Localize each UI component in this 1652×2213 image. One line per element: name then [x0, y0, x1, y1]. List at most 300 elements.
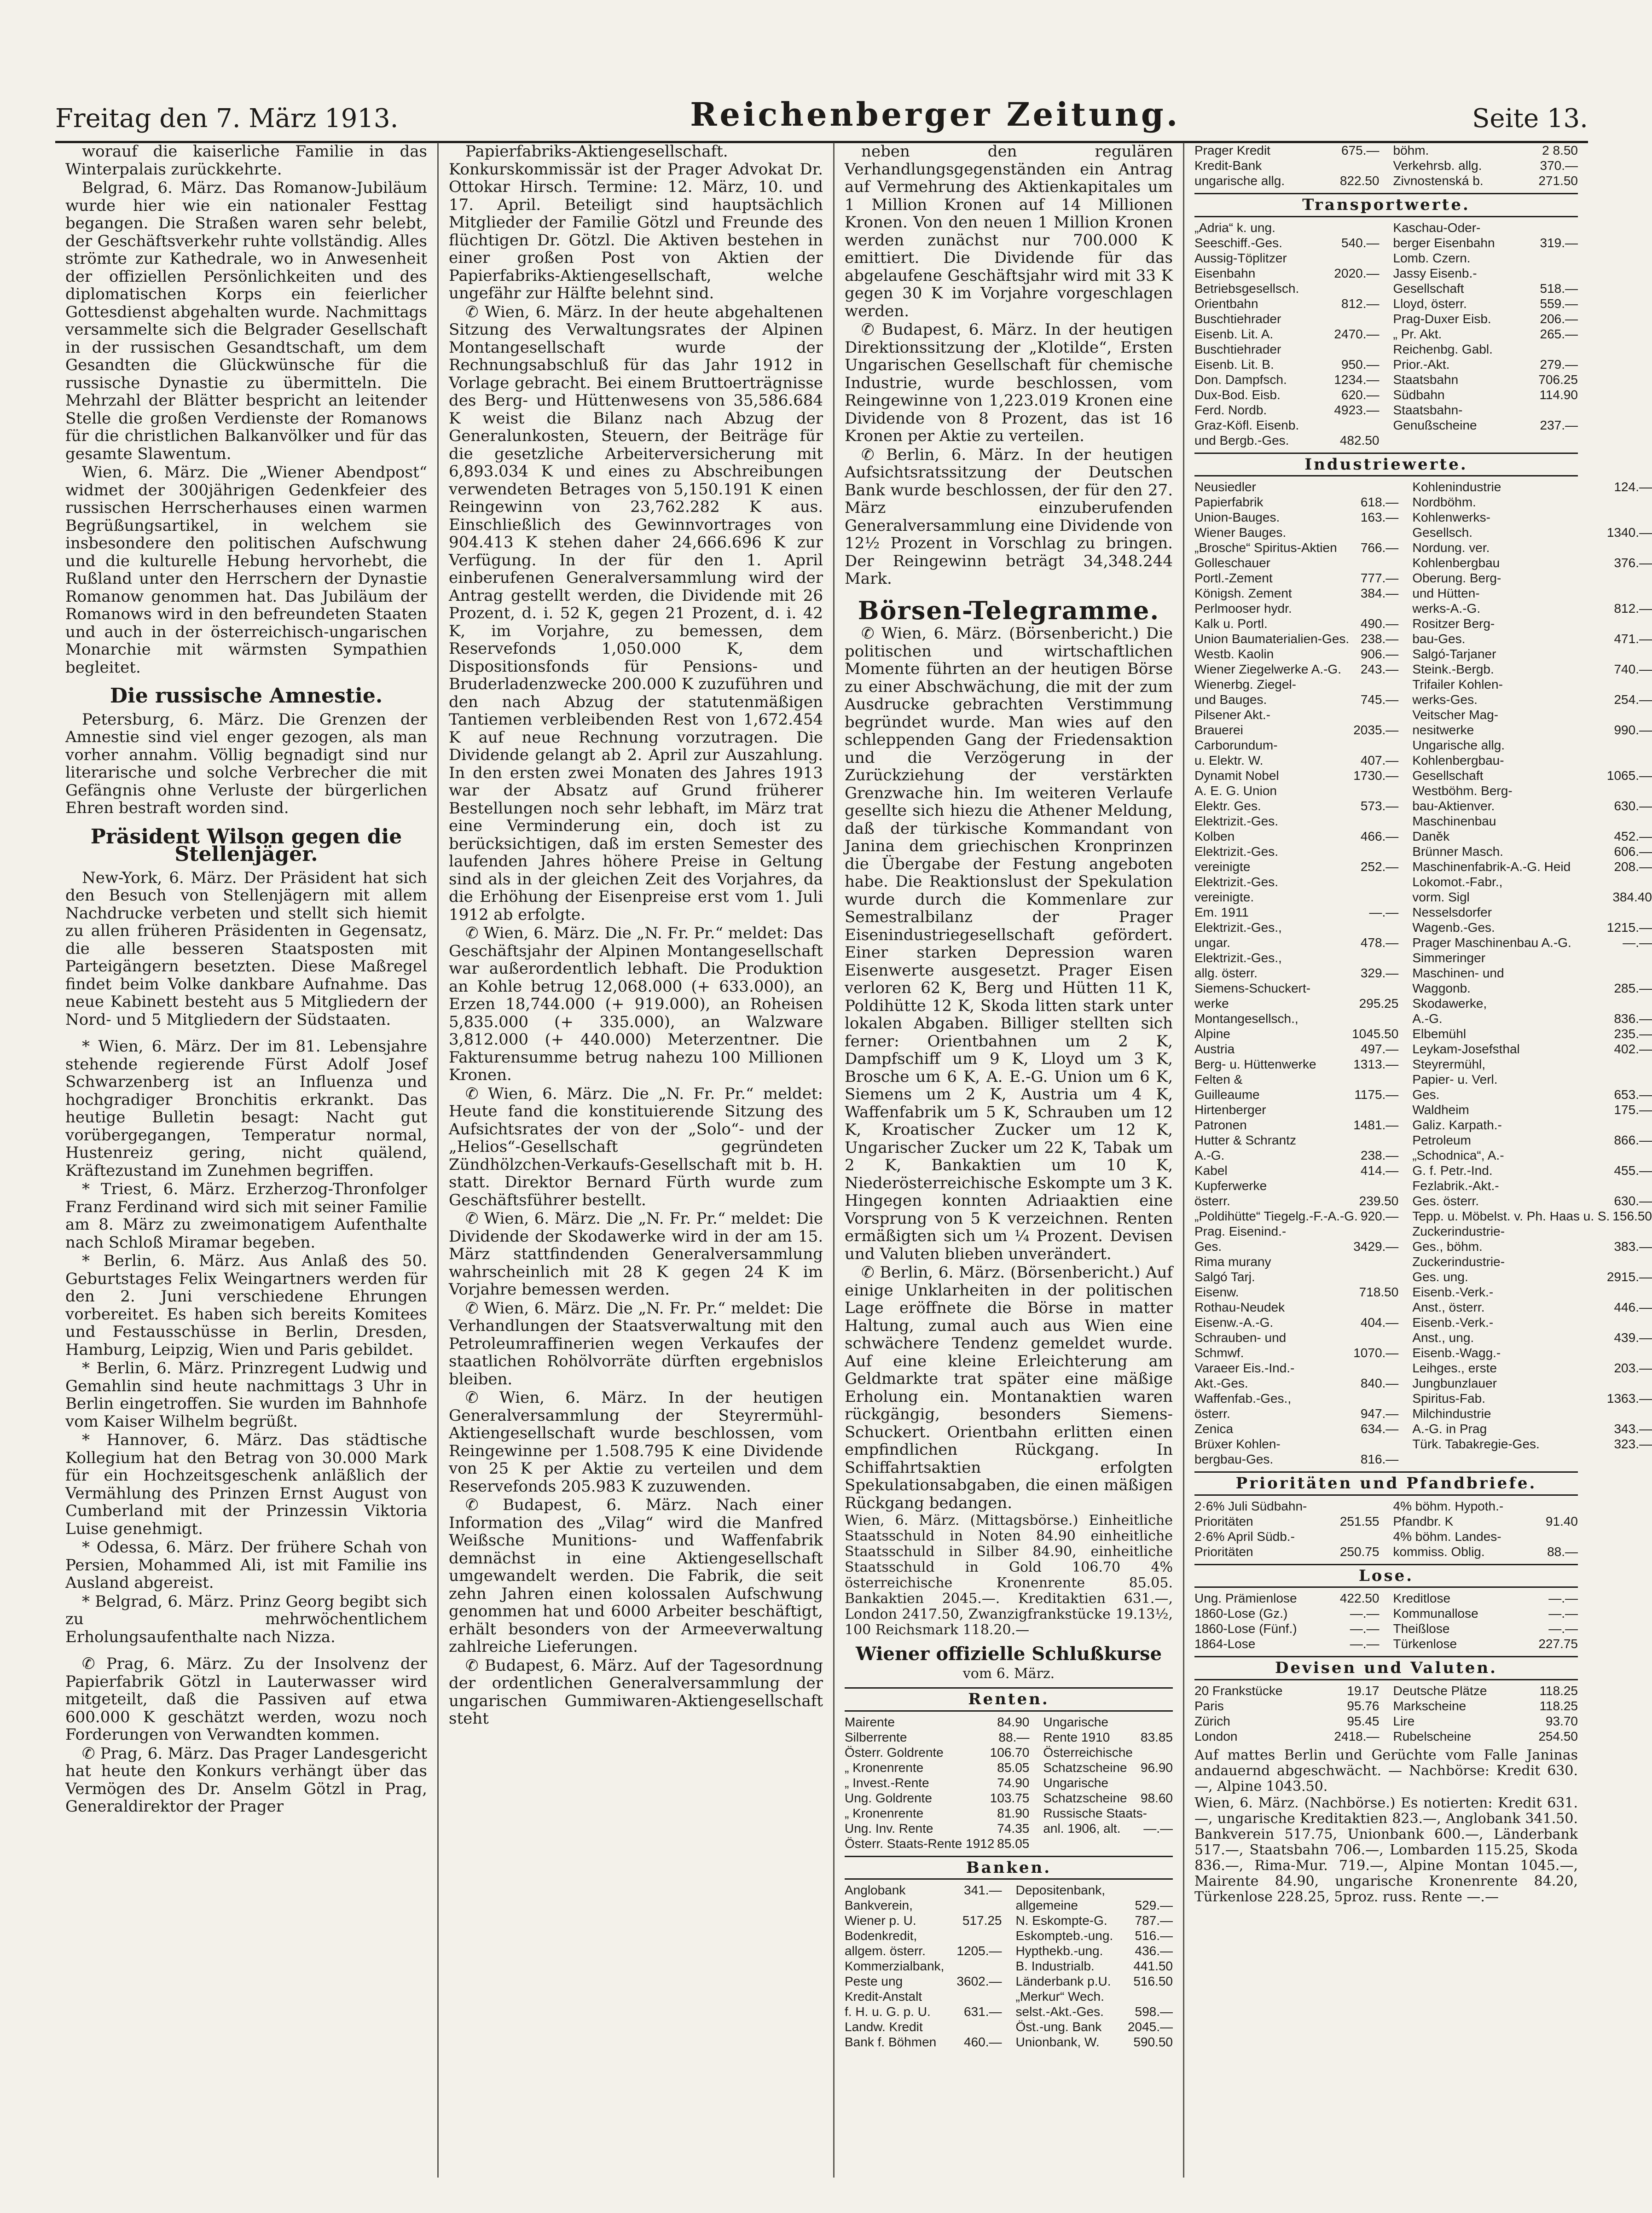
security-name: 1860-Lose (Fünf.) [1194, 1621, 1297, 1636]
security-price: 118.25 [1539, 1683, 1578, 1698]
security-price: 822.50 [1339, 174, 1380, 188]
security-price: 441.50 [1133, 1959, 1173, 1973]
security-price [1649, 965, 1652, 981]
security-price: 254.50 [1538, 1729, 1578, 1743]
table-banks-cont [1194, 143, 1578, 188]
table-row [1016, 1943, 1173, 1958]
table-row [1412, 510, 1652, 525]
security-name: Genußscheine [1393, 418, 1477, 432]
table-row [1194, 143, 1380, 158]
table-row [1194, 1163, 1398, 1178]
table-row [1412, 829, 1652, 844]
table-row [1194, 1178, 1398, 1193]
security-price: 618.— [1360, 495, 1399, 509]
security-name: Maschinen- und [1412, 966, 1504, 980]
table-row [1393, 1591, 1578, 1606]
table-row [1016, 1898, 1173, 1913]
security-name: Steyrermühl, [1412, 1057, 1486, 1071]
table-row [1194, 281, 1380, 296]
security-name: Portl.-Zement [1194, 571, 1273, 585]
article-paragraph: ✆ Wien, 6. März. Die „N. Fr. Pr.“ meldet: Heute fand die konstituierende Sitzung des Aufsichtsrates der von der „Solo“- und der „Helios“-Gesellschaft gegründeten Zündhölzchen-Verkaufs-Gesellschaft mit b. H. statt. Direktor Bernard Fürth wurde zum Geschäftsführer bestellt. [449, 1084, 823, 1209]
table-row [1393, 158, 1578, 173]
table-row [845, 1958, 1002, 1974]
security-price: 19.17 [1347, 1683, 1380, 1698]
security-price: 920.— [1360, 1209, 1399, 1223]
article-paragraph: Papierfabriks-Aktiengesellschaft. Konkurskommissär ist der Prager Advokat Dr. Ottokar Hirsch. Termine: 12. März, 10. und 17. April. Beteiligt sind hauptsächlich Mitglieder der Familie Götzl und Freunde des flüchtigen Dr. Götzl. Die Aktiven bestehen in einer großen Post von Aktien der Papierfabriks-Aktiengesellschaft, welche ungefähr zur Hälfte belehnt sind. [449, 142, 823, 302]
table-row [1194, 1514, 1380, 1529]
table-row [1194, 646, 1398, 662]
table-row [845, 1730, 1029, 1745]
table-row [1194, 1452, 1398, 1467]
security-name: Waffenfab.-Ges., [1194, 1391, 1292, 1406]
security-name: Anst., ung. [1412, 1330, 1474, 1345]
table-row [1194, 1102, 1398, 1117]
security-name: Anst., österr. [1412, 1300, 1485, 1314]
security-name: Perlmooser hydr. [1194, 601, 1292, 616]
security-price [1575, 433, 1578, 448]
security-name: allg. österr. [1194, 966, 1258, 980]
table-row [1194, 1133, 1398, 1148]
security-price: 634.— [1360, 1422, 1399, 1436]
table-row [1194, 1224, 1398, 1239]
security-name: u. Elektr. W. [1194, 753, 1264, 767]
security-name: bau-Aktienver. [1412, 799, 1495, 813]
security-price: 3429.— [1353, 1239, 1399, 1254]
security-price [1396, 1300, 1398, 1315]
security-name: Spiritus-Fab. [1412, 1391, 1486, 1406]
article-heading: Präsident Wilson gegen die Stellenjäger. [90, 825, 402, 866]
security-price: 279.— [1540, 357, 1578, 372]
security-name: Elektrizit.-Ges., [1194, 951, 1282, 965]
security-price: 1045.50 [1352, 1027, 1399, 1041]
security-price [1396, 783, 1398, 798]
security-price [1170, 1745, 1173, 1760]
security-price [1396, 874, 1398, 889]
security-price [1377, 1529, 1380, 1544]
security-name: Kaschau-Oder- [1393, 220, 1481, 235]
security-name: Türkenlose [1393, 1637, 1457, 1651]
table-row [1194, 1499, 1380, 1514]
security-price: 482.50 [1339, 433, 1380, 447]
table-row [1194, 494, 1398, 510]
security-price: —.— [1350, 1606, 1380, 1621]
security-price: 4923.— [1334, 402, 1380, 417]
table-prioritaeten [1194, 1499, 1578, 1559]
table-row [1393, 1729, 1578, 1744]
security-price [999, 2019, 1002, 2034]
article-paragraph: ✆ Wien, 6. März. Die „N. Fr. Pr.“ meldet: Die Verhandlungen der Staatsverwaltung mit den Petroleumraffinerien wegen Verkaufes der staatlichen Rohölvorräte dürften ergebnislos bleiben. [449, 1299, 823, 1388]
table-row [845, 2004, 1002, 2019]
security-price: 88.— [1547, 1544, 1578, 1559]
security-name: Kohlenbergbau [1412, 556, 1500, 570]
kurse-date: vom 6. März. [962, 1665, 1055, 1682]
security-price [1396, 813, 1398, 829]
security-price: 93.70 [1545, 1713, 1578, 1728]
security-price: 812.— [1341, 296, 1380, 311]
security-name: Kreditlose [1393, 1591, 1451, 1605]
security-price [1396, 1102, 1398, 1117]
table-row [1194, 402, 1380, 418]
table-row [1043, 1730, 1173, 1745]
security-name: Union-Bauges. [1194, 510, 1280, 524]
security-name: Türk. Tabakregie-Ges. [1412, 1437, 1540, 1451]
table-row [845, 1775, 1029, 1790]
article-paragraph: Petersburg, 6. März. Die Grenzen der Amnestie sind viel enger gezogen, als man vorher annahm. Völlig begnadigt sind nur literarische und solche Verbrecher die mit Gefängnis ohne Verluste der bürgerlichen Ehren bestraft worden sind. [65, 710, 427, 817]
table-row [1393, 220, 1578, 235]
table-row [1393, 402, 1578, 418]
security-name: Kohlenwerks- [1412, 510, 1490, 524]
security-price: 402.— [1614, 1042, 1652, 1056]
table-row [1194, 662, 1398, 677]
security-name: Brüxer Kohlen- [1194, 1437, 1281, 1451]
table-row [1194, 935, 1398, 950]
security-price: 1065.— [1606, 768, 1652, 783]
table-row [1043, 1714, 1173, 1730]
security-price: 516.50 [1133, 1974, 1173, 1988]
table-row [845, 1882, 1002, 1898]
table-row [1194, 829, 1398, 844]
table-row [845, 1898, 1002, 1913]
table-row [1412, 646, 1652, 662]
table-row [1194, 387, 1380, 402]
table-row [1194, 158, 1380, 173]
security-name: Eisenw.-A.-G. [1194, 1315, 1274, 1330]
table-row [1393, 387, 1578, 402]
table-row [1194, 326, 1380, 342]
security-name: Eisenw. [1194, 1285, 1239, 1299]
security-name: werke [1194, 996, 1229, 1011]
article-paragraph: neben den regulären Verhandlungsgegenständen ein Antrag auf Vermehrung des Aktienkapitales um 1 Million Kronen auf 14 Millionen Kronen. Von den neuen 1 Million Kronen werden zunächst nur 700.000 K emittiert. Die Dividende für das abgelaufene Geschäftsjahr wird mit 33 K gegen 30 K im Vorjahre vorgeschlagen werden. [845, 142, 1173, 320]
security-name: Daněk [1412, 829, 1450, 843]
security-name: Prioritäten [1194, 1514, 1253, 1528]
security-price [1396, 1254, 1398, 1269]
table-row [1194, 1406, 1398, 1421]
article-paragraph: New-York, 6. März. Der Präsident hat sich den Besuch von Stellenjägern mit allem Nachdrucke verbeten und stellt sich hiemit zu allen früheren Präsidenten in Gegensatz, die alle besseren Staatsposten mit Parteigängern besetzten. Diese Maßregel findet beim Volke dankbare Aufnahme. Das neue Kabinett besteht aus 5 Mitgliedern der Nord- und 5 Mitgliedern der Südstaaten. [65, 868, 427, 1029]
security-name: Neusiedler [1194, 480, 1256, 494]
table-row [1412, 1102, 1652, 1117]
table-row [1412, 798, 1652, 813]
table-row [1194, 1087, 1398, 1102]
table-row [1412, 1163, 1652, 1178]
security-price: 606.— [1614, 844, 1652, 859]
security-name: Eisenb.-Verk.- [1412, 1315, 1494, 1330]
security-price [1396, 1436, 1398, 1452]
issue-date: Freitag den 7. März 1913. [55, 104, 399, 134]
table-row [1412, 1360, 1652, 1376]
column-3 [833, 143, 1183, 2178]
security-name: Bodenkredit, [845, 1928, 917, 1943]
security-price [1575, 402, 1578, 418]
security-name: Buschtiehrader [1194, 311, 1281, 326]
security-price: 620.— [1341, 387, 1380, 402]
security-price: 254.— [1614, 692, 1652, 707]
security-price: 529.— [1135, 1898, 1173, 1912]
security-price: 265.— [1540, 326, 1578, 341]
table-row [1393, 296, 1578, 311]
security-price: 74.35 [997, 1821, 1030, 1835]
table-row [845, 1943, 1002, 1958]
security-price: 1481.— [1353, 1118, 1399, 1132]
security-name: Fezlabrik.-Akt.- [1412, 1179, 1499, 1193]
security-price [1649, 494, 1652, 510]
table-row [1194, 1041, 1398, 1057]
security-price [1377, 281, 1380, 296]
security-price: 1175.— [1354, 1087, 1399, 1102]
security-name: Skodawerke, [1412, 996, 1487, 1011]
security-name: „Merkur“ Wech. [1015, 1989, 1104, 2004]
table-row [1194, 1636, 1380, 1651]
security-name: Eisenb.-Verk.- [1412, 1285, 1494, 1299]
security-name: Union Baumaterialien-Ges. [1194, 632, 1350, 646]
security-name: Hypthekb.-ung. [1015, 1944, 1103, 1958]
security-name: Gesellsch. [1412, 525, 1473, 540]
table-row [1016, 1913, 1173, 1928]
table-row [1194, 1591, 1380, 1606]
security-name: Österr. Staats-Rente 1912 [845, 1836, 995, 1851]
article-heading: Die russische Amnestie. [110, 684, 383, 708]
table-row [1412, 1421, 1652, 1436]
table-row [1016, 2034, 1173, 2050]
table-row [1194, 981, 1398, 996]
security-name: „Adria“ k. ung. [1194, 220, 1275, 235]
security-price: 227.75 [1538, 1637, 1578, 1651]
security-price: 1215.— [1606, 920, 1652, 935]
security-price [1396, 1224, 1398, 1239]
table-row [1194, 844, 1398, 859]
section-heading-boersen: Börsen-Telegramme. [858, 595, 1160, 625]
security-name: vereinigte [1194, 860, 1251, 874]
security-name: Lire [1393, 1713, 1415, 1728]
table-row [1412, 1057, 1652, 1072]
table-row [1412, 1254, 1652, 1269]
security-price: 208.— [1614, 860, 1652, 874]
security-name: Tepp. u. Möbelst. v. Ph. Haas u. S. [1412, 1209, 1610, 1223]
security-name: Dux-Bod. Eisb. [1194, 387, 1281, 402]
table-row [1194, 1345, 1398, 1360]
masthead: Reichenberger Zeitung. [690, 95, 1181, 134]
table-row [1194, 250, 1380, 266]
table-row [1412, 662, 1652, 677]
table-row [1412, 692, 1652, 707]
security-price [1396, 920, 1398, 935]
table-row [1194, 1391, 1398, 1406]
table-row [1412, 1148, 1652, 1163]
security-price [1649, 1315, 1652, 1330]
security-name: Elektrizit.-Ges. [1194, 814, 1279, 828]
security-price [1377, 418, 1380, 433]
security-name: Ferd. Nordb. [1194, 402, 1267, 417]
table-row [1194, 1621, 1380, 1636]
security-price: —.— [1548, 1591, 1578, 1605]
security-name: Prioritäten [1194, 1544, 1253, 1559]
table-row [845, 1760, 1029, 1775]
table-row [1412, 722, 1652, 738]
table-row [1393, 1529, 1578, 1544]
security-price: 906.— [1360, 647, 1399, 661]
security-name: Hutter & Schrantz [1194, 1133, 1296, 1147]
table-row [1016, 1958, 1173, 1974]
table-row [1393, 1621, 1578, 1636]
security-price [1649, 1117, 1652, 1133]
security-name: „Poldihütte“ Tiegelg.-F.-A.-G. [1194, 1209, 1358, 1223]
security-name: Zivnostenská b. [1393, 174, 1484, 188]
security-price [1575, 250, 1578, 266]
security-name: kommiss. Oblig. [1393, 1544, 1485, 1559]
article-paragraph: * Wien, 6. März. Der im 81. Lebensjahre stehende regierende Fürst Adolf Josef Schwarzenberg ist an Influenza und hochgradiger Bronchitis erkrankt. Das heutige Bulletin besagt: Nacht gut vorübergegangen, Temperatur normal, Hustenreiz gering, nicht quälend, Kräftezustand im Zunehmen begriffen. [65, 1037, 427, 1180]
security-name: Hirtenberger [1194, 1103, 1266, 1117]
article-paragraph: ✆ Berlin, 6. März. In der heutigen Aufsichtsratssitzung der Deutschen Bank wurde beschlossen, der für den 27. März einzuberufenden Generalversammlung eine Dividende von 12½ Prozent in Vorschlag zu bringen. Der Reingewinn beträgt 34,348.244 Mark. [845, 445, 1173, 588]
table-row [1393, 143, 1578, 158]
security-price: 1730.— [1353, 768, 1399, 783]
table-row [1412, 616, 1652, 631]
table-row [1194, 996, 1398, 1011]
security-name: Ges. [1194, 1239, 1222, 1254]
security-price: 243.— [1360, 662, 1399, 676]
security-price: 517.25 [962, 1913, 1002, 1928]
security-name: Lomb. Czern. [1393, 250, 1471, 265]
security-name: Salgó-Tarjaner [1412, 647, 1496, 661]
security-name: London [1194, 1729, 1238, 1743]
security-price [1649, 813, 1652, 829]
table-row [1412, 844, 1652, 859]
security-price: 384.40 [1612, 890, 1652, 904]
table-row [845, 1714, 1029, 1730]
table-row [1412, 1193, 1652, 1208]
security-price [1649, 1345, 1652, 1360]
table-row [1016, 1989, 1173, 2004]
security-name: allgemeine [1015, 1898, 1078, 1912]
security-name: Eisenb. Lit. A. [1194, 326, 1274, 341]
security-name: und Bauges. [1194, 692, 1267, 707]
table-row [1194, 1376, 1398, 1391]
table-row [1412, 1284, 1652, 1300]
security-name: Staatsbahn [1393, 372, 1459, 387]
security-name: Elektr. Ges. [1194, 799, 1261, 813]
security-price: 2418.— [1334, 1729, 1380, 1743]
table-row [1194, 616, 1398, 631]
security-name: ungarische allg. [1194, 174, 1285, 188]
table-row [1194, 357, 1380, 372]
security-name: Orientbahn [1194, 296, 1258, 311]
security-name: Rente 1910 [1043, 1730, 1110, 1744]
table-row [1194, 479, 1398, 494]
security-price: 251.55 [1339, 1514, 1380, 1528]
table-row [1412, 601, 1652, 616]
table-row [1194, 1254, 1398, 1269]
table-row [1412, 1391, 1652, 1406]
security-name: Zenica [1194, 1422, 1234, 1436]
security-name: Zuckerindustrie- [1412, 1224, 1505, 1238]
security-price [1396, 738, 1398, 753]
table-row [1412, 1208, 1652, 1224]
security-price [1649, 1224, 1652, 1239]
security-price: 384.— [1360, 586, 1399, 600]
table-row [1412, 1315, 1652, 1330]
security-name: Schatzscheine [1043, 1760, 1127, 1775]
security-price: 414.— [1360, 1163, 1399, 1178]
security-name: Österr. Goldrente [845, 1745, 944, 1760]
security-price [1649, 1148, 1652, 1163]
security-price [1649, 783, 1652, 798]
security-name: Siemens-Schuckert- [1194, 981, 1311, 995]
table-row [1194, 235, 1380, 250]
security-price: 341.— [964, 1883, 1002, 1897]
security-price [1396, 981, 1398, 996]
security-name: Mairente [845, 1714, 895, 1729]
security-name: Rositzer Berg- [1412, 616, 1495, 631]
security-price [1377, 250, 1380, 266]
security-price: 239.50 [1359, 1194, 1399, 1208]
security-price: 446.— [1614, 1300, 1652, 1314]
security-price: 2020.— [1334, 266, 1380, 280]
security-name: österr. [1194, 1194, 1230, 1208]
table-row [1194, 1284, 1398, 1300]
table-row [1194, 1683, 1380, 1698]
security-price: 471.— [1614, 632, 1652, 646]
table-row [1043, 1836, 1173, 1851]
security-name: Jassy Eisenb.- [1393, 266, 1477, 280]
security-price [1396, 1391, 1398, 1406]
table-row [1194, 1148, 1398, 1163]
security-name: „ Kronenrente [845, 1760, 924, 1775]
security-price [1377, 1499, 1380, 1514]
table-row [1194, 1300, 1398, 1315]
table-row [1412, 950, 1652, 965]
security-name: 4% böhm. Hypoth.- [1393, 1499, 1504, 1513]
security-price: 95.76 [1347, 1698, 1380, 1713]
security-price: 85.05 [997, 1760, 1030, 1775]
table-row [1393, 1514, 1578, 1529]
table-row [1194, 722, 1398, 738]
security-price [1649, 905, 1652, 920]
table-row [1194, 965, 1398, 981]
security-name: Austria [1194, 1042, 1235, 1056]
market-note: Auf mattes Berlin und Gerüchte vom Falle Janinas andauernd abgeschwächt. — Nachbörse: Kredit 630.—, Alpine 1043.50. [1194, 1747, 1578, 1795]
table-row [1043, 1745, 1173, 1760]
security-price: 238.— [1360, 1148, 1399, 1162]
security-name: Paris [1194, 1698, 1224, 1713]
table-row [1393, 1636, 1578, 1651]
security-name: Wienerbg. Ziegel- [1194, 677, 1296, 691]
security-price [1396, 1330, 1398, 1345]
security-price [1649, 570, 1652, 586]
security-name: „ Kronenrente [845, 1806, 924, 1820]
column-2 [437, 143, 833, 2178]
table-row [1412, 1345, 1652, 1360]
table-row [1393, 1713, 1578, 1729]
security-price [1575, 1499, 1578, 1514]
table-row [1393, 1606, 1578, 1621]
security-price: 103.75 [990, 1790, 1030, 1805]
table-title-devisen: Devisen und Valuten. [1194, 1656, 1578, 1680]
security-name: anl. 1906, alt. [1043, 1821, 1121, 1835]
table-row [1412, 981, 1652, 996]
table-row [1194, 874, 1398, 889]
security-price: 319.— [1540, 235, 1578, 250]
article-paragraph: * Belgrad, 6. März. Prinz Georg begibt sich zu mehrwöchentlichem Erholungsaufenthalte nach Nizza. [65, 1592, 427, 1646]
page-header [55, 83, 1588, 143]
table-row [845, 1790, 1029, 1806]
table-devisen [1194, 1683, 1578, 1744]
security-price: 1313.— [1353, 1057, 1399, 1071]
security-name: berger Eisenbahn [1393, 235, 1495, 250]
table-row [1412, 1269, 1652, 1284]
security-price: 285.— [1614, 981, 1652, 995]
table-row [845, 2034, 1002, 2050]
article-paragraph: ✆ Berlin, 6. März. (Börsenbericht.) Auf einige Unklarheiten in der politischen Lage eröffnete die Börse in matter Haltung, zumal auch aus Wien eine schwächere Tendenz gemeldet wurde. Auf eine kleine Erleichterung am Geldmarkte trat später eine mäßige Erholung ein. Montanaktien waren rückgängig, besonders Siemens-Schuckert. Orientbahn erlitten einen empfindlichen Rückgang. In Schiffahrtsaktien erfolgten Spekulationsabgaben, die einen mäßigen Rückgang bedangen. [845, 1263, 1173, 1512]
security-name: Zuckerindustrie- [1412, 1255, 1505, 1269]
section-heading-schlusskurse: Wiener offizielle Schlußkurse [855, 1643, 1162, 1665]
